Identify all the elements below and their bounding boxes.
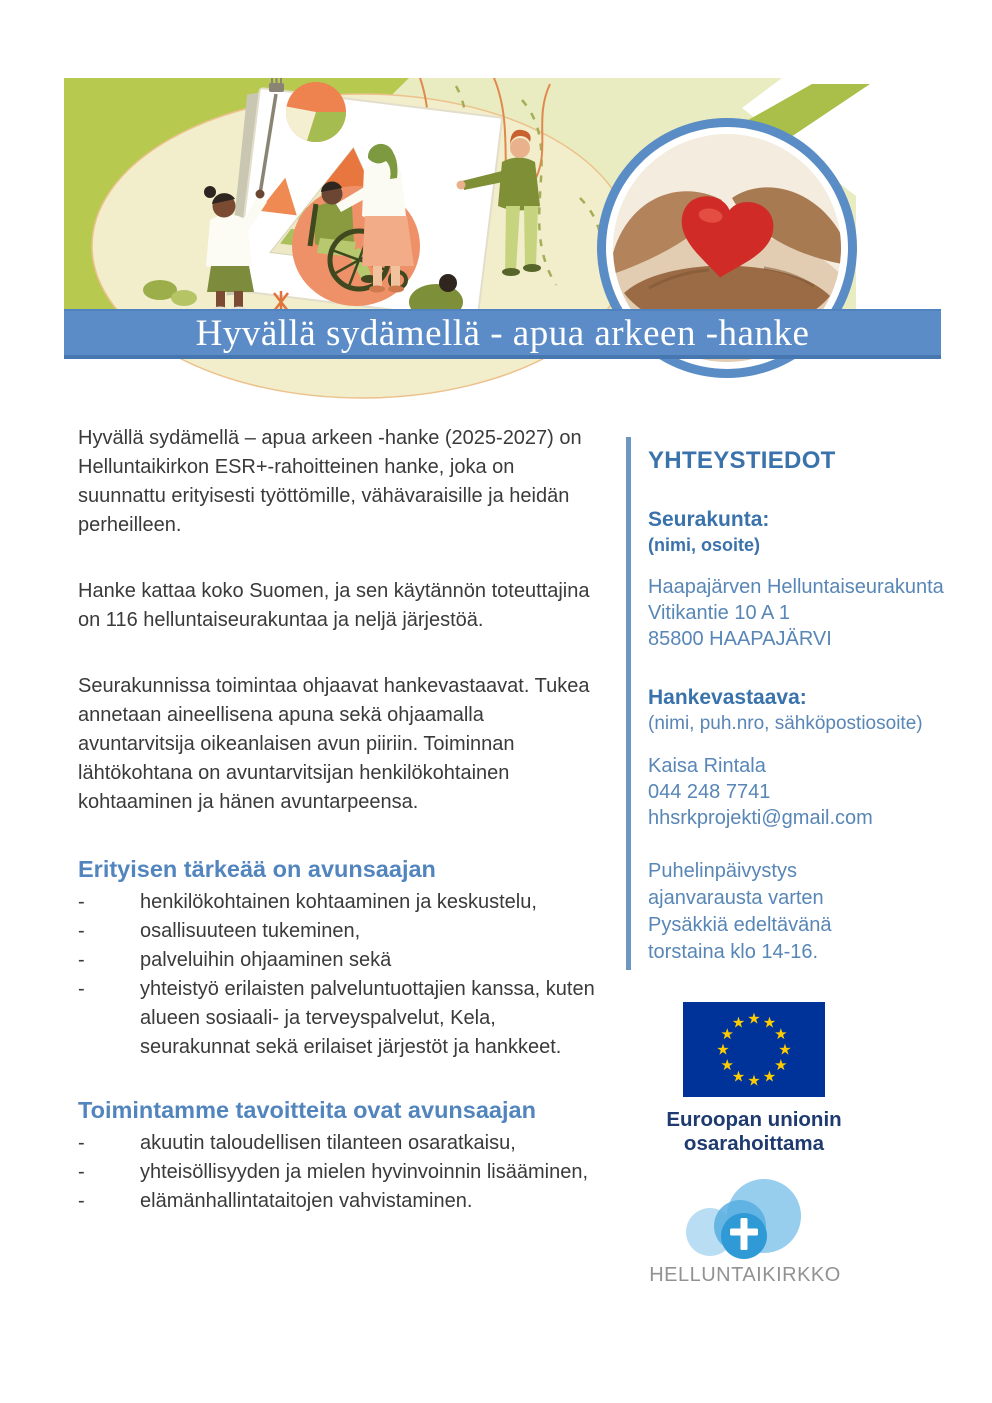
eu-caption-line: osarahoittama [683, 1132, 825, 1155]
project-title: Hyvällä sydämellä - apua arkeen -hanke [195, 312, 810, 354]
svg-text:★: ★ [731, 1067, 746, 1086]
bullet-dash: - [78, 1161, 85, 1183]
list-item [78, 1129, 606, 1158]
list-item [78, 946, 606, 975]
note-line: torstaina klo 14-16. [648, 941, 819, 963]
svg-text:★: ★ [716, 1040, 730, 1059]
bullet-dash: - [78, 1190, 85, 1212]
congregation-heading: Seurakunta: [648, 508, 770, 531]
contact-sidebar [648, 448, 958, 966]
title-banner [64, 309, 941, 359]
congregation-group [648, 506, 958, 652]
svg-text:★: ★ [747, 1009, 761, 1028]
congregation-name: Haapajärven Helluntaiseurakunta [648, 576, 944, 598]
bullet-dash: - [78, 1132, 85, 1154]
congregation-city: 85800 HAAPAJÄRVI [648, 628, 832, 650]
bullet-dash: - [78, 891, 85, 913]
bullet-text: yhteisöllisyyden ja mielen hyvinvoinnin lisääminen, [140, 1161, 589, 1183]
congregation-street: Vitikantie 10 A 1 [648, 602, 790, 624]
contact-title: YHTEYSTIEDOT [648, 447, 836, 474]
pie-chart [286, 82, 346, 142]
bullet-text: akuutin taloudellisen tilanteen osaratkaisu, [140, 1132, 516, 1154]
note-line: Pysäkkiä edeltävänä [648, 914, 832, 936]
svg-text:★: ★ [774, 1025, 788, 1043]
section-important-heading: Erityisen tärkeää on avunsaajan [78, 856, 436, 882]
bullet-text: henkilökohtainen kohtaaminen ja keskustelu, [140, 891, 537, 913]
coverage-paragraph: Hanke kattaa koko Suomen, ja sen käytännön toteuttajina on 116 helluntaiseurakuntaa ja neljä järjestöä. [78, 580, 590, 631]
contact-person-name: Kaisa Rintala [648, 755, 766, 777]
bullet-dash: - [78, 949, 85, 971]
contact-email: hhsrkprojekti@gmail.com [648, 807, 873, 829]
svg-text:★: ★ [762, 1067, 777, 1086]
list-item [78, 1158, 606, 1187]
bullet-dash: - [78, 978, 85, 1000]
section-goals [78, 1095, 606, 1216]
sidebar-divider-line [626, 437, 631, 970]
note-line: ajanvarausta varten [648, 887, 824, 909]
eu-caption-line: Euroopan unionin [666, 1108, 842, 1131]
project-lead-subheading: (nimi, puh.nro, sähköpostiosoite) [648, 713, 923, 734]
list-item [78, 888, 606, 917]
phone-service-note [648, 858, 958, 966]
svg-text:★: ★ [778, 1040, 792, 1059]
church-logo-icon [678, 1176, 818, 1261]
svg-text:★: ★ [720, 1025, 734, 1043]
list-item [78, 1187, 606, 1216]
project-lead-heading: Hankevastaava: [648, 686, 807, 709]
section-goals-heading: Toimintamme tavoitteita ovat avunsaajan [78, 1097, 536, 1123]
project-lead-group [648, 684, 958, 831]
intro-paragraph: Hyvällä sydämellä – apua arkeen -hanke (2025-2027) on Helluntaikirkon ESR+-rahoitteinen hanke, joka on suunnattu erityisesti työttömille, vähävaraisille ja heidän perheilleen. [78, 427, 582, 536]
svg-text:★: ★ [762, 1013, 777, 1032]
bullet-dash: - [78, 920, 85, 942]
bullet-text: palveluihin ohjaaminen sekä [140, 949, 392, 971]
operations-paragraph: Seurakunnissa toimintaa ohjaavat hankevastaavat. Tukea annetaan aineellisena apuna sekä ohjaamalla avuntarvitsija oikeanlaisen avun piiriin. Toiminnan lähtökohtana on avuntarvitsijan henkilökohtainen kohtaaminen ja hänen avuntarpeensa. [78, 675, 590, 813]
list-item [78, 917, 606, 946]
bullet-text: yhteistyö erilaisten palveluntuottajien kanssa, kuten alueen sosiaali- ja terveyspalvelut, Kela, seurakunnat sekä erilaiset järjestöt ja hankkeet. [140, 978, 595, 1058]
contact-phone: 044 248 7741 [648, 781, 771, 803]
svg-text:★: ★ [747, 1071, 761, 1090]
bullet-text: elämänhallintataitojen vahvistaminen. [140, 1190, 473, 1212]
svg-text:★: ★ [731, 1013, 746, 1032]
svg-text:★: ★ [720, 1056, 734, 1074]
church-logo-label: HELLUNTAIKIRKKO [649, 1264, 841, 1286]
eu-flag-icon [683, 1002, 825, 1097]
body-text-column [78, 424, 606, 1216]
note-line: Puhelinpäivystys [648, 860, 797, 882]
eu-funding-caption [640, 1108, 868, 1156]
bullet-text: osallisuuteen tukeminen, [140, 920, 361, 942]
section-important [78, 854, 606, 1062]
congregation-subheading: (nimi, osoite) [648, 535, 760, 555]
svg-text:★: ★ [774, 1056, 788, 1074]
list-item [78, 975, 606, 1062]
